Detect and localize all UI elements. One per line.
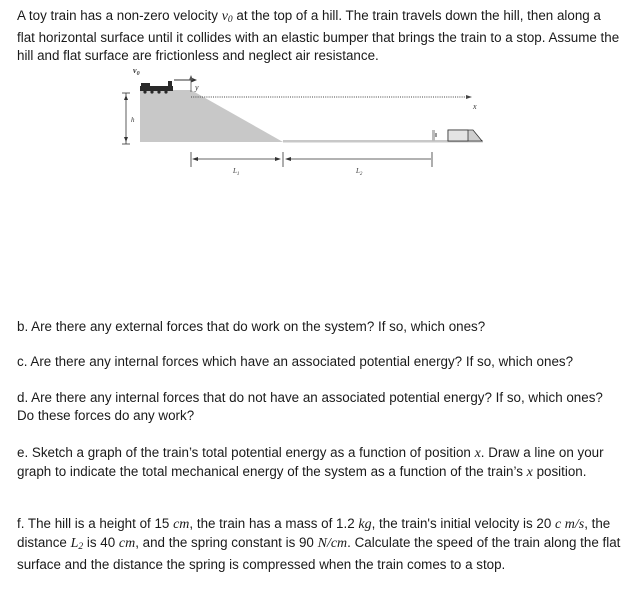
hill <box>140 90 283 142</box>
question-e: e. Sketch a graph of the train’s total potential energy as a function of position x. Draw a line on your graph to indicate the total mechanical energy of the system as a function of the train’s x position. <box>17 445 604 480</box>
question-c: c. Are there any internal forces which have an associated potential energy? If so, which ones? <box>17 354 574 369</box>
unit-cm: cm <box>173 517 190 532</box>
intro-text-2: at the top of a hill. The train travels down the hill, then along a flat horizontal surface until it collides with an elastic bumper that brings the train to a stop. Assume the hill and flat surface are frictionless and neglect air resistance. <box>17 8 620 63</box>
question-f: f. The hill is a height of 15 cm, the train has a mass of 1.2 kg, the train's initial velocity is 20 c m/s, the distance $L_2$ is 40 cm, and the spring constant is 90 N/cm. Calculate the speed of the train along the flat surface and the distance the spring is compressed when the train comes to a stop. <box>17 516 621 572</box>
x-axis-label: x <box>473 102 477 111</box>
unit-kg: kg <box>358 517 372 532</box>
unit-n-per-cm: N/cm <box>317 536 348 551</box>
unit-cm-per-s: c m/s <box>555 517 585 532</box>
unit-cm: cm <box>118 536 136 551</box>
bumper-icon <box>432 130 482 141</box>
problem-intro <box>17 7 622 65</box>
l2-label: $L_2$ <box>356 167 363 177</box>
v0-label: $v_0$ <box>133 66 140 77</box>
hill-train-diagram <box>110 64 490 184</box>
y-axis-label: y <box>195 83 199 92</box>
l2-variable: $L_2$ <box>70 536 84 552</box>
x-variable: x <box>526 465 533 480</box>
l1-label: $L_1$ <box>233 167 240 177</box>
intro-text-1: A toy train has a non-zero velocity <box>17 8 222 23</box>
v0-variable: $v_0$ <box>221 9 233 25</box>
question-d: d. Are there any internal forces that do not have an associated potential energy? If so, which ones? Do these forces do any work? <box>17 390 603 423</box>
h-label: h <box>131 116 135 124</box>
question-b: b. Are there any external forces that do work on the system? If so, which ones? <box>17 319 486 334</box>
x-variable: x <box>474 446 481 461</box>
